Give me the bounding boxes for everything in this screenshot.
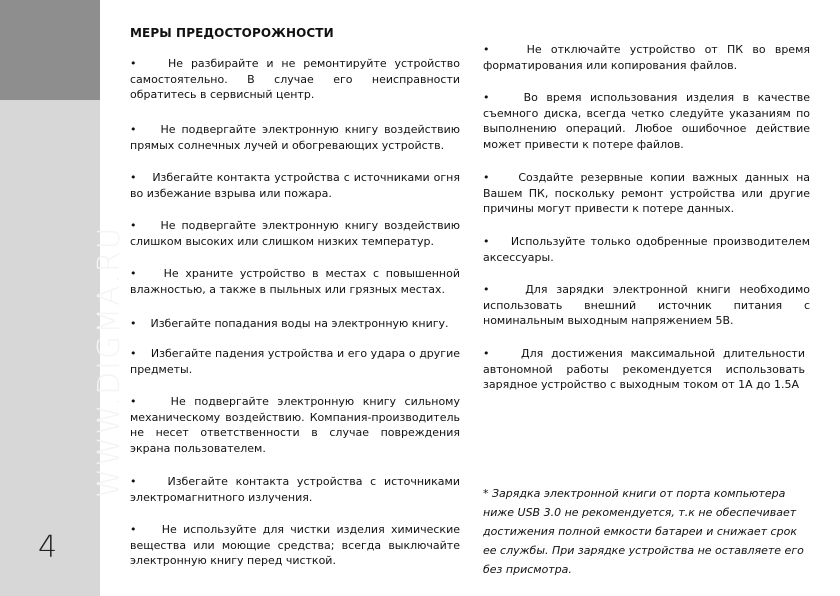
list-item: • Избегайте падения устройства и его удара о другие предметы. xyxy=(130,347,460,376)
list-item: • Для достижения максимальной длительности автономной работы рекомендуется использовать зарядное устройство с выходным током от 1А до 1.5А xyxy=(483,347,805,392)
footnote: * Зарядка электронной книги от порта компьютера ниже USB 3.0 не рекомендуется, т.к не обеспечивает достижения полной емкости батареи и снижает срок ее службы. При зарядке устройства не оставляете его без присмотра. xyxy=(483,487,804,576)
list-item: • Во время использования изделия в качестве съемного диска, всегда четко следуйте указаниям по выполнению операций. Любое ошибочное действие может привести к потере файлов. xyxy=(483,91,810,151)
list-item: • Не храните устройство в местах с повышенной влажностью, а также в пыльных или грязных местах. xyxy=(130,267,460,296)
list-item: • Не подвергайте электронную книгу воздействию прямых солнечных лучей и обогревающих устройств. xyxy=(130,123,460,152)
list-item: • Для зарядки электронной книги необходимо использовать внешний источник питания с номинальным выходным напряжением 5В. xyxy=(483,283,810,328)
list-item: • Не подвергайте электронную книгу воздействию слишком высоких или слишком низких температур. xyxy=(130,219,460,248)
sidebar xyxy=(0,0,127,596)
list-item: • Используйте только одобренные производителем аксессуары. xyxy=(483,235,810,264)
page-title: МЕРЫ ПРЕДОСТОРОЖНОСТИ xyxy=(130,26,334,40)
list-item: • Избегайте попадания воды на электронную книгу. xyxy=(130,317,449,330)
sidebar-top-block xyxy=(0,0,100,100)
page-number: 4 xyxy=(38,530,58,565)
list-item: • Не подвергайте электронную книгу сильному механическому воздействию. Компания-производитель не несет ответственности в случае повреждения экрана пользователем. xyxy=(130,395,460,455)
list-item: • Избегайте контакта устройства с источниками огня во избежание взрыва или пожара. xyxy=(130,171,460,200)
list-item: • Не отключайте устройство от ПК во время форматирования или копирования файлов. xyxy=(483,43,810,72)
list-item: • Создайте резервные копии важных данных на Вашем ПК, поскольку ремонт устройства или другие причины могут привести к потере данных. xyxy=(483,171,810,216)
list-item: • Не используйте для чистки изделия химические вещества или моющие средства; всегда выключайте электронную книгу перед чисткой. xyxy=(130,523,460,568)
list-item: • Не разбирайте и не ремонтируйте устройство самостоятельно. В случае его неисправности обратитесь в сервисный центр. xyxy=(130,57,460,102)
list-item: • Избегайте контакта устройства с источниками электромагнитного излучения. xyxy=(130,475,460,504)
website-label: WWW.DIGMA.RU xyxy=(92,225,127,498)
sidebar-bottom-block xyxy=(0,100,100,596)
